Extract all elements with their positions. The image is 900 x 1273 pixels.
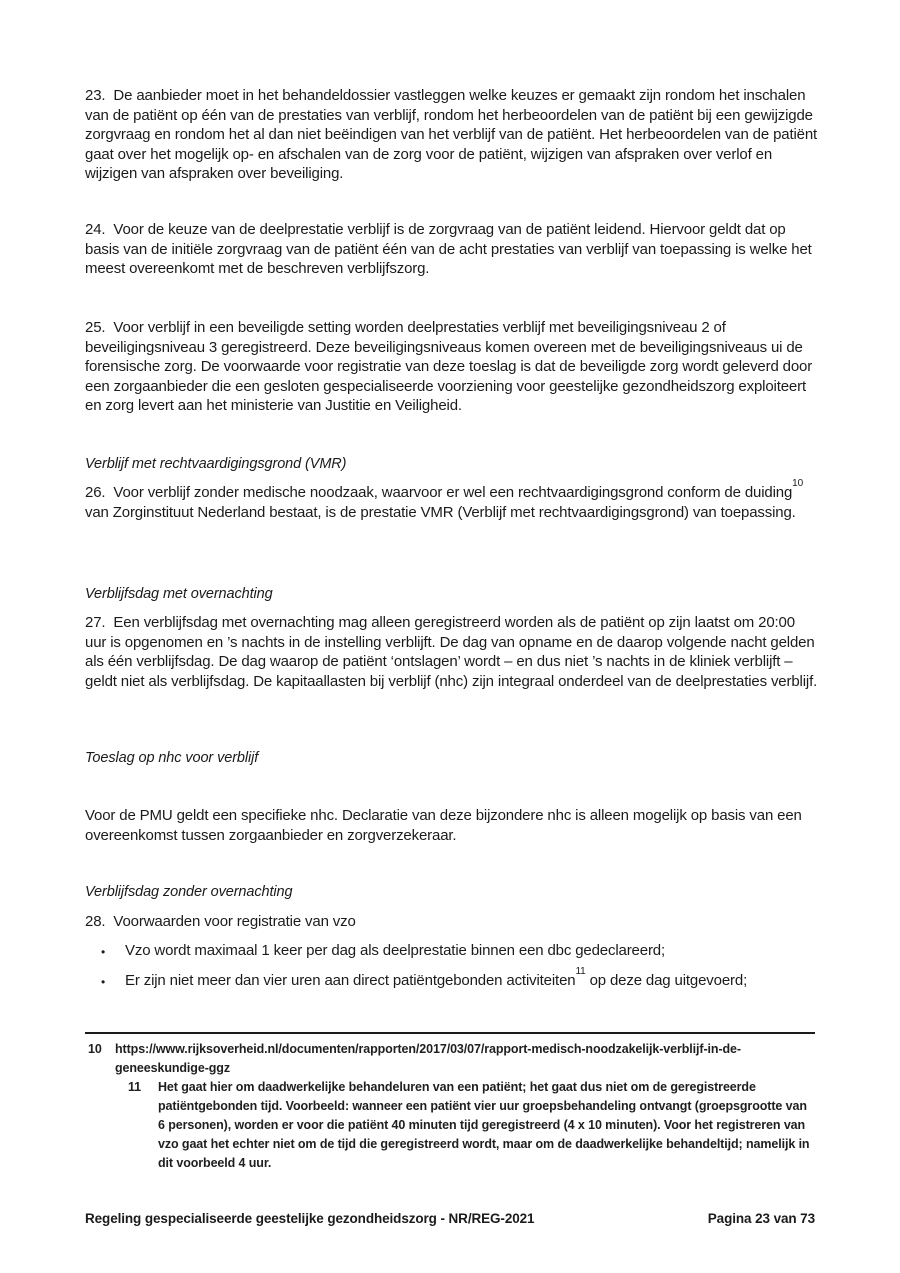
list-item-text (125, 966, 818, 993)
paragraph-27: 27. Een verblijfsdag met overnachting mag alleen geregistreerd worden als de patiënt op zijn laatst om 20:00 uur is opgenomen en ’s nachts in de instelling verblijft. De dag van opname en de daarop volgende nacht gelden als één verblijfsdag. De dag waarop de patiënt ‘ontslagen’ wordt – en dus niet ’s nachts in de kliniek verblijft – geldt niet als verblijfsdag. De kapitaallasten bij verblijf (nhc) zijn integraal onderdeel van de deelprestaties verblijf. (85, 614, 819, 690)
section-heading-verblijfsdag-zonder-overnachting: Verblijfsdag zonder overnachting (85, 884, 293, 900)
footnote-11-text: Het gaat hier om daadwerkelijke behandeluren van een patiënt; het gaat dus niet om de geregistreerde patiëntgebonden tijd. Voorbeeld: wanneer een patiënt vier uur groepsbehandeling ontvangt (groepsgrootte van 6 personen), worden er voor die patiënt 40 minuten tijd geregistreerd (4 x 10 minuten). Voor het registreren van vzo gaat het echter niet om de tijd die geregistreerd wordt, maar om de daadwerkelijke behandeltijd; namelijk in dit voorbeeld 4 uur. (158, 1080, 813, 1170)
footnote-10-url-link[interactable]: https://www.rijksoverheid.nl/documenten/rapporten/2017/03/07/rapport-medisch-noodzakelijk-verblijf-in-de-geneeskundige-ggz (115, 1042, 741, 1075)
list-item-text-before-ref: Er zijn niet meer dan vier uren aan direct patiëntgebonden activiteiten (125, 972, 576, 989)
section-heading-verblijfsdag-met-overnachting: Verblijfsdag met overnachting (85, 586, 273, 602)
paragraph-pmu: Voor de PMU geldt een specifieke nhc. Declaratie van deze bijzondere nhc is alleen mogelijk op basis van een overeenkomst tussen zorgaanbieder en zorgverzekeraar. (85, 807, 806, 844)
paragraph-25: 25. Voor verblijf in een beveiligde setting worden deelprestaties verblijf met beveiligingsniveau 2 of beveiligingsniveau 3 geregistreerd. Deze beveiligingsniveaus komen overeen met de beveiligingsniveaus ui de forensische zorg. De voorwaarde voor registratie van deze toeslag is dat de beveiligde zorg wordt geleverd door een zorgaanbieder die een gesloten gespecialiseerde voorziening voor geestelijke gezondheidszorg exploiteert en zorg levert aan het ministerie van Justitie en Veiligheid. (85, 319, 817, 415)
list-item-text-after-ref: op deze dag uitgevoerd; (585, 972, 748, 989)
section-heading-vmr: Verblijf met rechtvaardigingsgrond (VMR) (85, 456, 347, 472)
list-item-vzo-1 (101, 941, 818, 963)
footer-document-title: Regeling gespecialiseerde geestelijke gezondheidszorg - NR/REG-2021 (85, 1211, 535, 1226)
footnote-ref-10: 10 (792, 478, 803, 489)
section-heading-toeslag-nhc: Toeslag op nhc voor verblijf (85, 750, 259, 766)
footnote-11-number: 11 (128, 1080, 142, 1094)
list-item-text: Vzo wordt maximaal 1 keer per dag als deelprestatie binnen een dbc gedeclareerd; (125, 942, 665, 959)
footnote-10-number: 10 (88, 1042, 102, 1056)
paragraph-28: 28. Voorwaarden voor registratie van vzo (85, 913, 356, 930)
footnote-ref-11: 11 (575, 966, 586, 977)
footnote-divider (85, 1032, 815, 1034)
paragraph-26 (85, 478, 818, 522)
page-footer (85, 1211, 815, 1226)
paragraph-26-text-before-ref: 26. Voor verblijf zonder medische noodzaak, waarvoor er wel een rechtvaardigingsgrond conform de duiding (85, 484, 793, 501)
bullet-icon: • (101, 975, 106, 989)
paragraph-24: 24. Voor de keuze van de deelprestatie verblijf is de zorgvraag van de patiënt leidend. Hiervoor geldt dat op basis van de initiële zorgvraag van de patiënt één van de acht prestaties van verblijf van toepassing is welke het meest overeenkomt met de beschreven verblijfszorg. (85, 221, 816, 278)
paragraph-23: 23. De aanbieder moet in het behandeldossier vastleggen welke keuzes er gemaakt zijn rondom het inschalen van de patiënt op één van de prestaties van verblijf, rondom het herbeoordelen van de patiënt bij een gewijzigde zorgvraag en rondom het al dan niet beëindigen van het verblijf van de patiënt. Het herbeoordelen van de patiënt gaat over het mogelijk op- en afschalen van de zorg voor de patiënt, wijzigen van afspraken over verlof en wijzigen van afspraken over beveiliging. (85, 87, 822, 183)
paragraph-26-text-after-ref: van Zorginstituut Nederland bestaat, is de prestatie VMR (Verblijf met rechtvaardigingsgrond) van toepassing. (85, 484, 808, 521)
footer-page-number: Pagina 23 van 73 (707, 1211, 815, 1226)
list-item-vzo-2 (101, 966, 818, 993)
bullet-icon: • (101, 945, 106, 959)
